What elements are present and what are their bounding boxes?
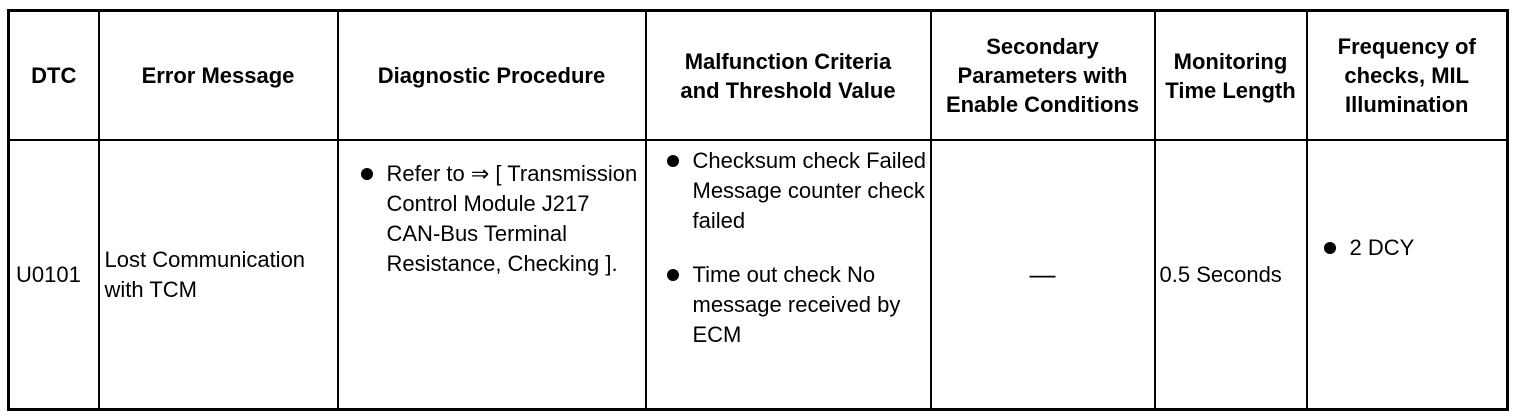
frequency-text: 2 DCY xyxy=(1349,235,1415,260)
cell-secondary-parameters xyxy=(931,140,1155,410)
bullet-icon xyxy=(1324,242,1336,254)
header-dtc: DTC xyxy=(9,11,99,141)
dtc-table-container xyxy=(7,9,1506,411)
secondary-parameters-text: — xyxy=(1029,258,1056,289)
header-secondary-parameters-text: Secondary Parameters with Enable Conditions xyxy=(945,34,1140,117)
header-secondary-parameters xyxy=(931,11,1155,141)
header-monitoring-time xyxy=(1155,11,1307,141)
criteria-text: Time out check No message received by ECM xyxy=(692,262,901,347)
header-frequency xyxy=(1307,11,1508,141)
dtc-table xyxy=(7,9,1509,411)
cell-monitoring-time: 0.5 Seconds xyxy=(1155,140,1307,410)
procedure-text: Refer to ⇒ [ Transmission Control Module J217 CAN-Bus Terminal Resistance, Checking ]. xyxy=(386,161,638,276)
header-malfunction-criteria-text: Malfunction Criteria and Threshold Value xyxy=(680,48,896,103)
list-item xyxy=(351,159,645,279)
header-malfunction-criteria xyxy=(646,11,931,141)
list-item xyxy=(1320,233,1507,263)
table-row xyxy=(9,140,1508,410)
frequency-list xyxy=(1320,233,1507,263)
header-row xyxy=(9,11,1508,141)
header-diagnostic-procedure: Diagnostic Procedure xyxy=(338,11,646,141)
bullet-icon xyxy=(667,269,679,281)
procedure-list xyxy=(351,159,645,279)
cell-dtc: U0101 xyxy=(9,140,99,410)
list-item xyxy=(657,146,930,236)
header-frequency-text: Frequency of checks, MIL Illumination xyxy=(1337,34,1476,117)
criteria-text: Checksum check Failed Message counter check failed xyxy=(692,148,927,233)
cell-frequency xyxy=(1307,140,1508,410)
cell-diagnostic-procedure xyxy=(338,140,646,410)
cell-malfunction-criteria xyxy=(646,140,931,410)
bullet-icon xyxy=(361,168,373,180)
header-error-message: Error Message xyxy=(99,11,338,141)
cell-error-message: Lost Communication with TCM xyxy=(99,140,338,410)
bullet-icon xyxy=(667,155,679,167)
list-item xyxy=(657,260,930,350)
header-monitoring-time-text: Monitoring Time Length xyxy=(1165,48,1296,103)
criteria-list xyxy=(657,146,930,350)
